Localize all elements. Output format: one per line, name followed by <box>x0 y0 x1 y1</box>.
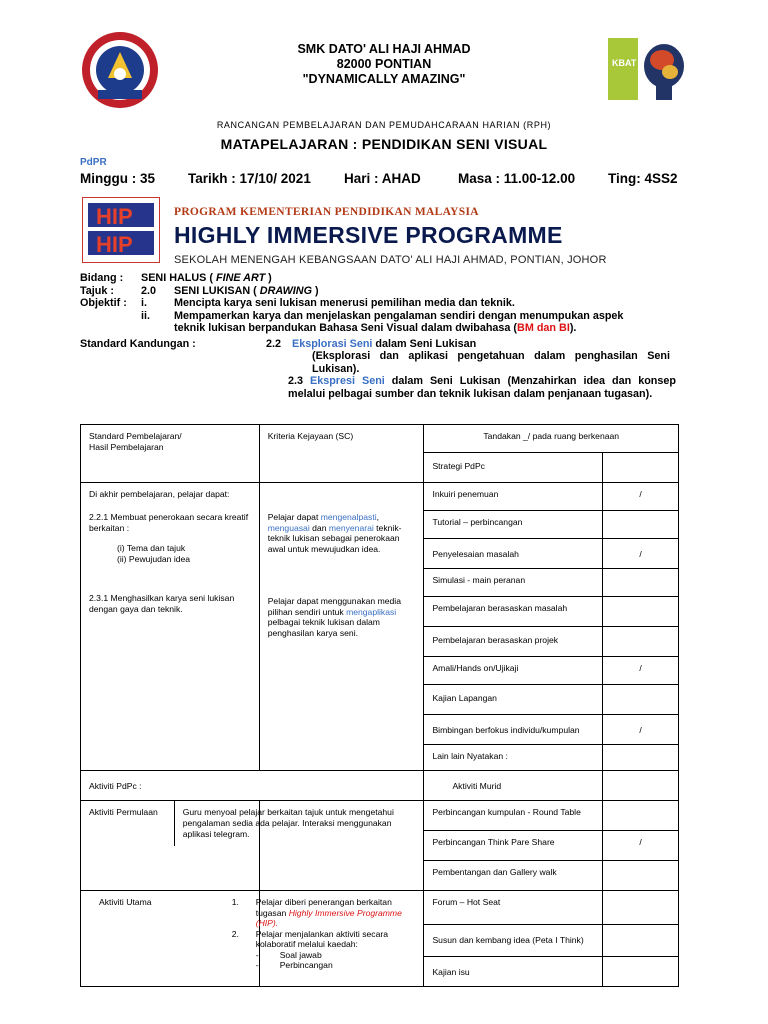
utama-murid-label: Forum – Hot Seat <box>424 891 603 925</box>
sk-row <box>80 338 680 351</box>
objektif-row-1 <box>80 297 680 310</box>
obj1-num: i. <box>141 297 147 309</box>
utama-murid-label: Susun dan kembang idea (Peta I Think) <box>424 925 603 957</box>
kbat-logo <box>604 36 690 104</box>
tarikh: Tarikh : 17/10/ 2021 <box>188 171 311 186</box>
aktiviti-murid-mark <box>603 771 679 801</box>
strategy-mark <box>603 745 679 771</box>
objektif-row-2b <box>80 322 680 335</box>
strategy-label: Inkuiri penemuan <box>424 483 603 511</box>
murid-mark: / <box>603 831 679 861</box>
lesson-info <box>80 272 680 400</box>
sc-cell <box>259 483 424 771</box>
sk23: 2.3 Ekspresi Seni dalam Seni Lukisan (Menzahirkan idea dan konsep melalui pelbagai sumber dan teknik lukisan dalam penjanaan tugasan). <box>288 375 676 400</box>
obj2-text-a: Mempamerkan karya dan menjelaskan pengalaman sendiri dengan menumpukan aspek <box>174 309 624 322</box>
aktiviti-murid: Aktiviti Murid <box>424 771 603 801</box>
objektif-row-2 <box>80 310 680 323</box>
header-sp: Standard Pembelajaran/ Hasil Pembelajaran <box>81 425 260 483</box>
strategy-label: Kajian Lapangan <box>424 685 603 715</box>
sp-221-ii: (ii) Pewujudan idea <box>117 554 191 564</box>
murid-label: Perbincangan kumpulan - Round Table <box>424 801 603 831</box>
svg-text:HIP: HIP <box>96 204 133 229</box>
subject-title: MATAPELAJARAN : PENDIDIKAN SENI VISUAL <box>220 136 548 152</box>
ting: Ting: 4SS2 <box>608 171 678 186</box>
utama-murid-mark <box>603 925 679 957</box>
sk22-desc: (Eksplorasi dan aplikasi pengetahuan dalam penghasilan Seni Lukisan). <box>312 350 670 375</box>
strategy-label: Lain lain Nyatakan : <box>424 745 603 771</box>
hari: Hari : AHAD <box>344 171 421 186</box>
tajuk-label: Tajuk : <box>80 284 114 297</box>
utama-murid-mark <box>603 891 679 925</box>
tajuk-row <box>80 285 680 298</box>
meta-row <box>80 171 680 187</box>
sk-label: Standard Kandungan : <box>80 337 196 350</box>
obj2-text-b: teknik lukisan berpandukan Bahasa Seni Visual dalam dwibahasa (BM dan BI). <box>174 322 577 334</box>
hip-title: HIGHLY IMMERSIVE PROGRAMME <box>174 222 563 248</box>
utama-bullet-2: - Perbincangan <box>255 960 333 970</box>
strategy-label: Pembelajaran berasaskan projek <box>424 627 603 657</box>
tajuk-value: SENI LUKISAN ( DRAWING ) <box>174 284 319 297</box>
objektif-label: Objektif : <box>80 297 127 309</box>
sc-2: Pelajar dapat menggunakan media pilihan sendiri untuk mengaplikasi pelbagai teknik lukisan dalam penghasilan karya seni. <box>267 596 401 638</box>
strategy-mark: / <box>603 657 679 685</box>
tajuk-num: 2.0 <box>141 284 157 297</box>
permulaan-label: Aktiviti Permulaan <box>81 801 260 891</box>
murid-mark <box>603 801 679 831</box>
strategy-label: Simulasi - main peranan <box>424 569 603 597</box>
utama-label: Aktiviti Utama <box>81 891 260 987</box>
strategy-mark <box>603 597 679 627</box>
header-tandakan: Tandakan _/ pada ruang berkenaan <box>424 425 679 453</box>
utama-text <box>231 891 424 987</box>
program-title: PROGRAM KEMENTERIAN PENDIDIKAN MALAYSIA <box>174 206 479 218</box>
permulaan-text: Guru menyoal pelajar berkaitan tajuk untuk mengetahui pengalaman sedia ada pelajar. Interaksi menggunakan aplikasi telegram. <box>259 801 424 891</box>
strategy-label: Penyelesaian masalah <box>424 539 603 569</box>
strategy-label: Amali/Hands on/Ujikaji <box>424 657 603 685</box>
utama-murid-label: Kajian isu <box>424 957 603 987</box>
murid-mark <box>603 861 679 891</box>
strategy-mark <box>603 569 679 597</box>
lesson-table <box>80 424 679 987</box>
rph-title: RANCANGAN PEMBELAJARAN DAN PEMUDAHCARAAN HARIAN (RPH) <box>216 120 552 130</box>
school-motto: "DYNAMICALLY AMAZING" <box>302 72 466 86</box>
utama-bullet-1: - Soal jawab <box>255 949 322 960</box>
obj1-text: Mencipta karya seni lukisan menerusi pemilihan media dan teknik. <box>174 297 515 309</box>
obj2-num: ii. <box>141 309 150 322</box>
aktiviti-pdpc: Aktiviti PdPc : <box>81 771 424 801</box>
minggu: Minggu : 35 <box>80 171 155 186</box>
bidang-row <box>80 272 680 285</box>
strategy-label: Tutorial – perbincangan <box>424 511 603 539</box>
hip-logo <box>82 197 160 263</box>
strategy-label: Bimbingan berfokus individu/kumpulan <box>424 715 603 745</box>
school-postcode: 82000 PONTIAN <box>336 57 432 71</box>
sc-1: Pelajar dapat mengenalpasti, menguasai dan menyenarai teknik-teknik lukisan sebagai penerokaan awal untuk mewujudkan idea. <box>267 512 402 554</box>
strategy-mark <box>603 685 679 715</box>
strategy-mark: / <box>603 483 679 511</box>
sp-221-i: (i) Tema dan tajuk <box>117 543 186 553</box>
masa: Masa : 11.00-12.00 <box>458 171 576 186</box>
bidang-label: Bidang : <box>80 272 124 284</box>
strategi-label: Strategi PdPc <box>424 453 603 483</box>
sp-221: 2.2.1 Membuat penerokaan secara kreatif berkaitan : <box>89 512 249 533</box>
murid-label: Perbincangan Think Pare Share <box>424 831 603 861</box>
sp-intro: Di akhir pembelajaran, pelajar dapat: <box>89 489 230 499</box>
strategy-mark: / <box>603 539 679 569</box>
header-sc: Kriteria Kejayaan (SC) <box>259 425 424 483</box>
hip-school: SEKOLAH MENENGAH KEBANGSAAN DATO' ALI HAJI AHMAD, PONTIAN, JOHOR <box>174 254 607 266</box>
sp-231: 2.3.1 Menghasilkan karya seni lukisan dengan gaya dan teknik. <box>89 593 235 614</box>
sk22-title: Eksplorasi Seni dalam Seni Lukisan <box>292 337 477 350</box>
utama-step-2: 2. Pelajar menjalankan aktiviti secara kolaboratif melalui kaedah: <box>231 928 389 949</box>
bidang-value: SENI HALUS ( FINE ART ) <box>141 272 272 284</box>
svg-text:KBAT: KBAT <box>612 58 637 68</box>
pdpr-label: PdPR <box>80 157 107 168</box>
strategy-mark <box>603 627 679 657</box>
utama-step-1: 1. Pelajar diberi penerangan berkaitan tugasan Highly Immersive Programme (HIP). <box>231 897 402 928</box>
strategy-label: Pembelajaran berasaskan masalah <box>424 597 603 627</box>
sp-cell <box>81 483 260 771</box>
strategy-mark <box>603 511 679 539</box>
strategi-mark <box>603 453 679 483</box>
murid-label: Pembentangan dan Gallery walk <box>424 861 603 891</box>
utama-murid-mark <box>603 957 679 987</box>
school-name: SMK DATO' ALI HAJI AHMAD <box>297 42 471 56</box>
sk22-num: 2.2 <box>266 337 282 350</box>
strategy-mark: / <box>603 715 679 745</box>
svg-text:HIP: HIP <box>96 232 133 257</box>
